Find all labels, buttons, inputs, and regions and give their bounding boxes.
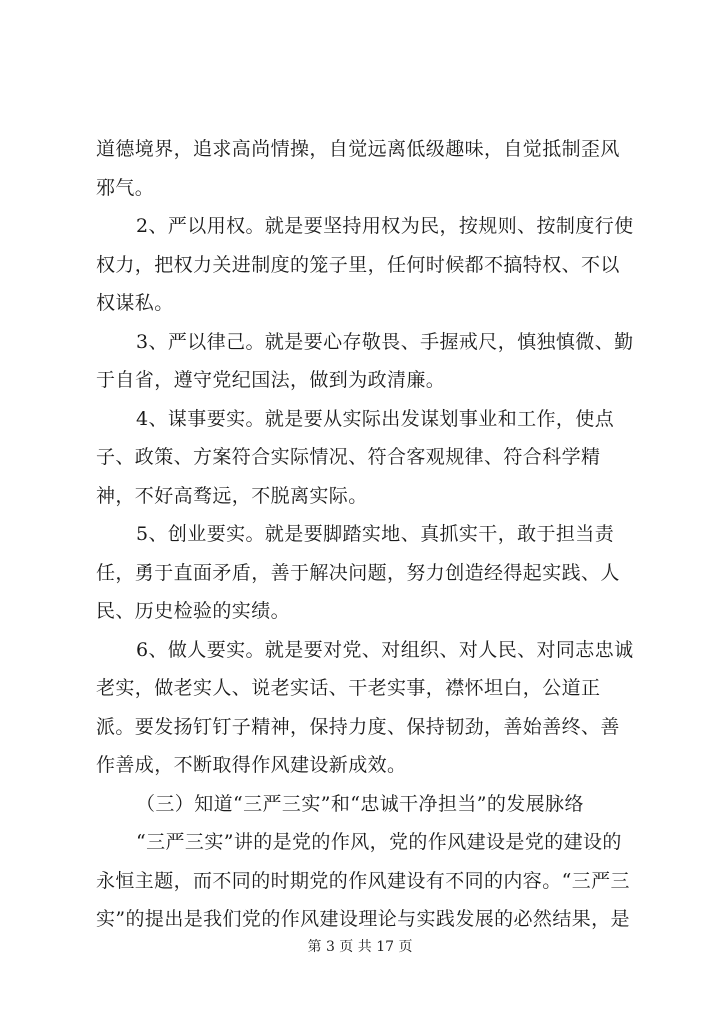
document-body (96, 130, 636, 939)
page-number-footer: 第 3 页 共 17 页 (307, 939, 413, 955)
paragraph-item-6: 6、做人要实。就是要对党、对组织、对人民、对同志忠诚老实，做老实人、说老实话、干老实事，襟怀坦白，公道正派。要发扬钉钉子精神，保持力度、保持韧劲，善始善终、善作善成，不断取得作风建设新成效。 (96, 638, 634, 776)
paragraph-section-body: “三严三实”讲的是党的作风，党的作风建设是党的建设的永恒主题，而不同的时期党的作风建设有不同的内容。“三严三实”的提出是我们党的作风建设理论与实践发展的必然结果，是 (96, 831, 630, 930)
paragraph-continued: 道德境界，追求高尚情操，自觉远离低级趣味，自觉抵制歪风邪气。 (96, 138, 620, 199)
paragraph-item-2: 2、严以用权。就是要坚持用权为民，按规则、按制度行使权力，把权力关进制度的笼子里，任何时候都不搞特权、不以权谋私。 (96, 215, 634, 314)
paragraph-item-3: 3、严以律己。就是要心存敬畏、手握戒尺，慎独慎微、勤于自省，遵守党纪国法，做到为政清廉。 (96, 330, 634, 391)
section-heading: （三）知道“三严三实”和“忠诚干净担当”的发展脉络 (136, 792, 584, 815)
paragraph-item-5: 5、创业要实。就是要脚踏实地、真抓实干，敢于担当责任，勇于直面矛盾，善于解决问题，努力创造经得起实践、人民、历史检验的实绩。 (96, 523, 620, 622)
paragraph-item-4: 4、谋事要实。就是要从实际出发谋划事业和工作，使点子、政策、方案符合实际情况、符合客观规律、符合科学精神，不好高骛远，不脱离实际。 (96, 407, 615, 507)
